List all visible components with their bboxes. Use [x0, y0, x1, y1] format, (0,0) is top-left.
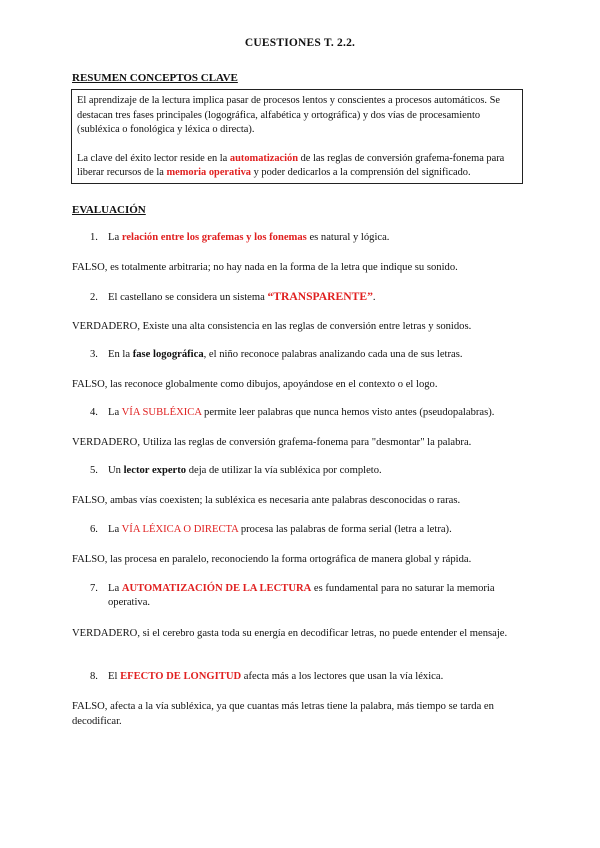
question-5-highlight: lector experto: [123, 465, 187, 476]
answer-8: FALSO, afecta a la vía subléxica, ya que cuantas más letras tiene la palabra, más tiempo se tarda en decodificar.: [72, 701, 494, 727]
question-4: 4. La VÍA SUBLÉXICA permite leer palabras que nunca hemos visto antes (pseudopalabras).: [90, 407, 495, 418]
summary-box: [71, 89, 523, 184]
answer-1: FALSO, es totalmente arbitraria; no hay nada en la forma de la letra que indique su sonido.: [72, 262, 458, 273]
question-3: 3. En la fase logográfica, el niño reconoce palabras analizando cada una de sus letras.: [90, 349, 463, 360]
question-2: 2. El castellano se considera un sistema “TRANSPARENTE”.: [90, 290, 376, 303]
question-1-highlight: relación entre los grafemas y los fonemas: [121, 232, 307, 243]
question-6-highlight: VÍA LÉXICA O DIRECTA: [121, 524, 239, 535]
answer-7: VERDADERO, si el cerebro gasta toda su energía en decodificar letras, no puede entender el mensaje.: [72, 628, 508, 639]
answer-6: FALSO, las procesa en paralelo, reconociendo la forma ortográfica de manera global y rápida.: [72, 554, 472, 565]
question-4-highlight: VÍA SUBLÉXICA: [121, 407, 202, 418]
evaluation-heading: EVALUACIÓN: [72, 204, 146, 216]
question-8-highlight: EFECTO DE LONGITUD: [120, 671, 242, 682]
question-3-highlight: fase logográfica: [132, 349, 204, 360]
question-8: 8. El EFECTO DE LONGITUD afecta más a los lectores que usan la vía léxica.: [90, 671, 444, 682]
highlight-automatizacion: automatización: [229, 152, 299, 164]
question-2-highlight: “TRANSPARENTE”: [267, 290, 373, 303]
question-7: 7. La AUTOMATIZACIÓN DE LA LECTURA es fundamental para no saturar la memoria operativa.: [90, 583, 495, 608]
question-5: 5. Un lector experto deja de utilizar la vía subléxica por completo.: [90, 465, 382, 476]
summary-paragraph-2: La clave del éxito lector reside en la automatización de las reglas de conversión grafema-fonema para liberar recursos de la memoria operativa y poder dedicarlos a la comprensión del significado.: [77, 152, 505, 179]
question-7-highlight: AUTOMATIZACIÓN DE LA LECTURA: [121, 583, 312, 594]
answer-4: VERDADERO, Utiliza las reglas de conversión grafema-fonema para "desmontar" la palabra.: [72, 437, 472, 448]
question-6: 6. La VÍA LÉXICA O DIRECTA procesa las palabras de forma serial (letra a letra).: [90, 524, 452, 535]
answer-3: FALSO, las reconoce globalmente como dibujos, apoyándose en el contexto o el logo.: [72, 379, 438, 390]
question-1: 1. La relación entre los grafemas y los fonemas es natural y lógica.: [90, 232, 390, 243]
answer-2: VERDADERO, Existe una alta consistencia en las reglas de conversión entre letras y sonidos.: [72, 321, 472, 332]
summary-heading: RESUMEN CONCEPTOS CLAVE: [72, 72, 238, 84]
highlight-memoria-operativa: memoria operativa: [166, 167, 251, 179]
answer-5: FALSO, ambas vías coexisten; la subléxica es necesaria ante palabras desconocidas o raras.: [72, 495, 461, 506]
page-title: CUESTIONES T. 2.2.: [244, 37, 356, 49]
summary-paragraph-1: El aprendizaje de la lectura implica pasar de procesos lentos y conscientes a procesos automáticos. Se destacan tres fases principales (logográfica, alfabética y ortográfica) y dos vías de procesamiento (subléxica o fonológica y léxica o directa).: [77, 95, 500, 136]
